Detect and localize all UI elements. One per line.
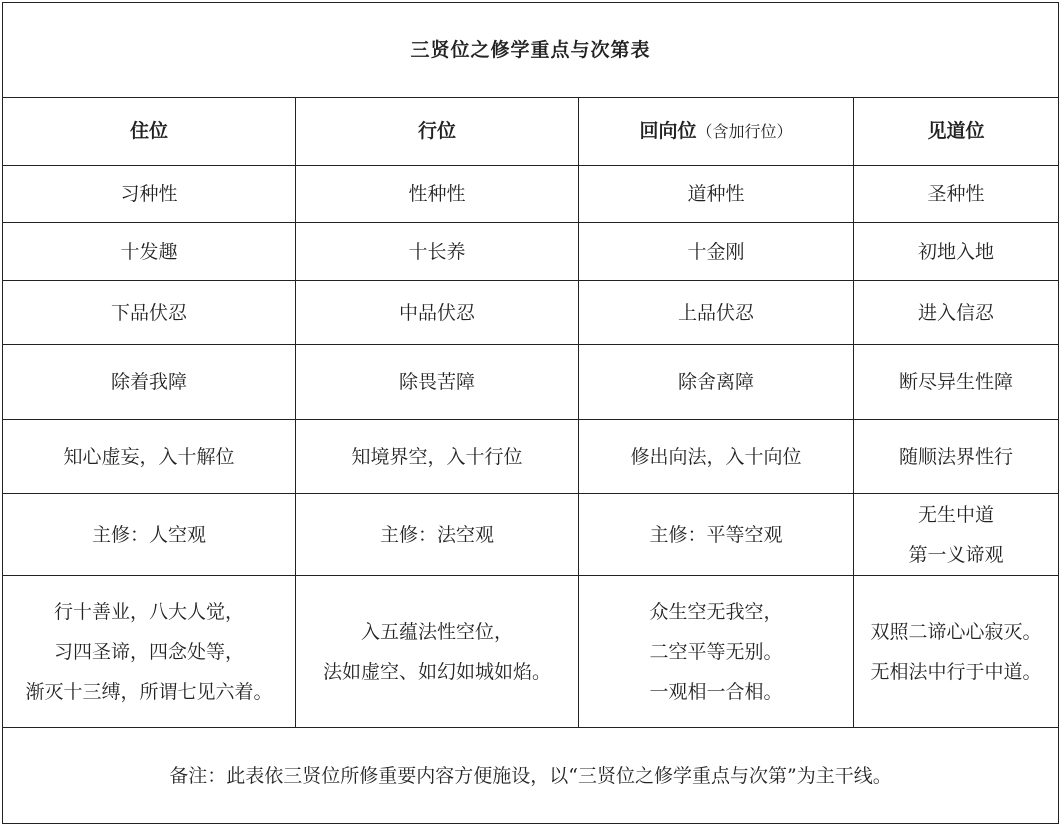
table-cell: 无生中道 第一义谛观 <box>854 494 1059 576</box>
note-row <box>3 728 1059 824</box>
table-cell: 除畏苦障 <box>296 345 579 420</box>
table-cell: 入五蕴法性空位， 法如虚空、如幻如城如焰。 <box>296 576 579 728</box>
table-cell: 进入信忍 <box>854 281 1059 345</box>
table-cell: 十发趣 <box>3 223 296 281</box>
table-cell: 除着我障 <box>3 345 296 420</box>
table-cell: 十长养 <box>296 223 579 281</box>
table-cell: 行十善业，八大人觉， 习四圣谛，四念处等， 渐灭十三缚，所谓七见六着。 <box>3 576 296 728</box>
table-cell: 十金刚 <box>579 223 854 281</box>
stage-table <box>2 2 1059 824</box>
header-cell-huixiangwei: 回向位（含加行位） <box>579 98 854 166</box>
table-cell: 双照二谛心心寂灭。 无相法中行于中道。 <box>854 576 1059 728</box>
table-row <box>3 345 1059 420</box>
table-cell: 知境界空，入十行位 <box>296 420 579 494</box>
table-cell: 道种性 <box>579 166 854 223</box>
table-cell: 除舍离障 <box>579 345 854 420</box>
table-cell: 随顺法界性行 <box>854 420 1059 494</box>
header-cell-zhuwei: 住位 <box>3 98 296 166</box>
table-cell: 众生空无我空， 二空平等无别。 一观相一合相。 <box>579 576 854 728</box>
table-row <box>3 494 1059 576</box>
table-title: 三贤位之修学重点与次第表 <box>3 3 1059 98</box>
header-row <box>3 98 1059 166</box>
table-cell: 习种性 <box>3 166 296 223</box>
table-row <box>3 223 1059 281</box>
table-cell: 中品伏忍 <box>296 281 579 345</box>
table-cell: 下品伏忍 <box>3 281 296 345</box>
header-cell-jiandaowei: 见道位 <box>854 98 1059 166</box>
table-row <box>3 281 1059 345</box>
table-cell: 圣种性 <box>854 166 1059 223</box>
table-row <box>3 420 1059 494</box>
table-note: 备注：此表依三贤位所修重要内容方便施设，以“三贤位之修学重点与次第”为主干线。 <box>3 728 1059 824</box>
table-row <box>3 166 1059 223</box>
table-cell: 初地入地 <box>854 223 1059 281</box>
table-cell: 断尽异生性障 <box>854 345 1059 420</box>
table-cell: 性种性 <box>296 166 579 223</box>
table-cell: 主修：人空观 <box>3 494 296 576</box>
table-cell: 主修：法空观 <box>296 494 579 576</box>
title-row <box>3 3 1059 98</box>
table-row <box>3 576 1059 728</box>
table-cell: 知心虚妄，入十解位 <box>3 420 296 494</box>
table-cell: 上品伏忍 <box>579 281 854 345</box>
header-cell-xingwei: 行位 <box>296 98 579 166</box>
table-cell: 主修：平等空观 <box>579 494 854 576</box>
table-cell: 修出向法，入十向位 <box>579 420 854 494</box>
